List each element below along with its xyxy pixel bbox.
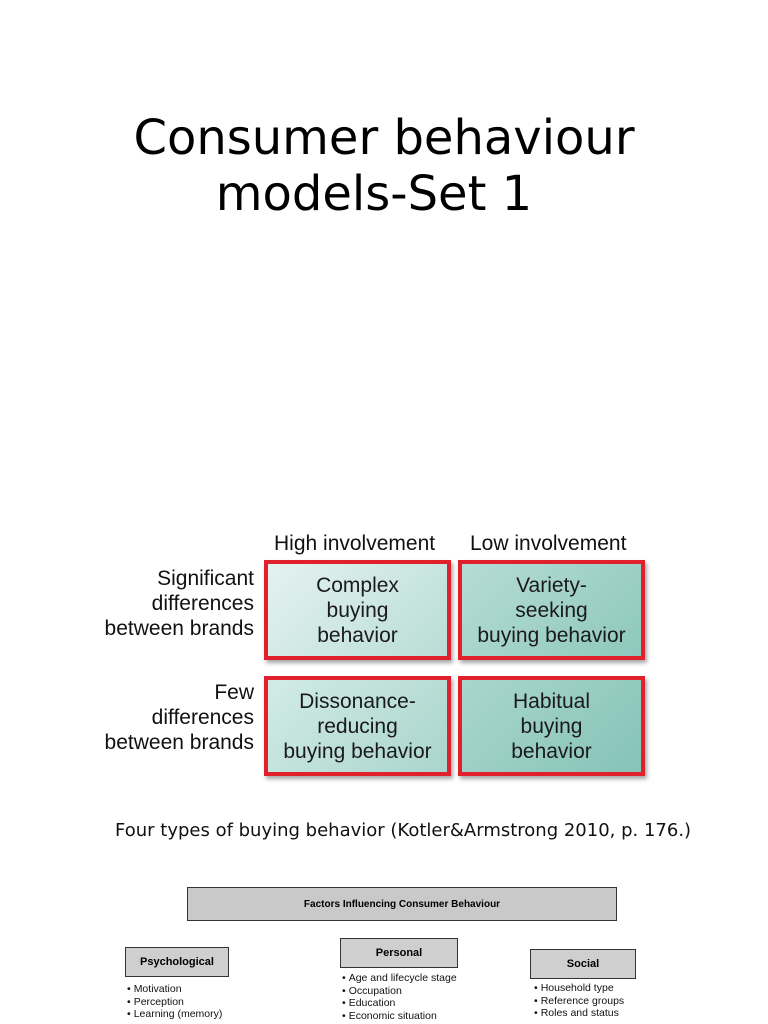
cell-text-line: buying behavior (477, 623, 626, 647)
cell-text-line: buying (520, 714, 583, 738)
row-label-line: Significant (157, 567, 254, 590)
group-social: Social (530, 949, 636, 979)
list-item: • Age and lifecycle stage (342, 972, 457, 985)
column-header-low-involvement: Low involvement (470, 532, 627, 555)
row-label-line: differences (151, 592, 254, 615)
cell-dissonance-reducing-buying-behavior (264, 676, 451, 776)
row-header-few-differences (105, 680, 254, 755)
cell-variety-seeking-buying-behavior (458, 560, 645, 660)
group-personal: Personal (340, 938, 458, 968)
cell-text-line: Complex (316, 573, 399, 597)
list-item: • Reference groups (534, 995, 624, 1008)
row-label-line: Few (214, 681, 254, 704)
title-line-2: models-Set 1 (215, 166, 533, 222)
row-header-significant-differences (105, 566, 254, 641)
cell-text-line: buying behavior (283, 739, 432, 763)
list-item: • Education (342, 997, 457, 1010)
slide-title (0, 110, 768, 222)
row-label-line: differences (151, 706, 254, 729)
row-label-line: between brands (104, 617, 254, 640)
list-item: • Household type (534, 982, 624, 995)
column-header-high-involvement: High involvement (274, 532, 436, 555)
title-line-1: Consumer behaviour (133, 110, 635, 166)
cell-habitual-buying-behavior (458, 676, 645, 776)
cell-complex-buying-behavior (264, 560, 451, 660)
cell-text-line: seeking (515, 598, 588, 622)
cell-text-line: behavior (317, 623, 398, 647)
cell-text-line: reducing (317, 714, 398, 738)
personal-list (342, 972, 457, 1022)
cell-text-line: Variety- (516, 573, 587, 597)
list-item: • Economic situation (342, 1010, 457, 1023)
psychological-list (127, 983, 222, 1021)
cell-text-line: Habitual (512, 689, 591, 713)
list-item: • Roles and status (534, 1007, 624, 1020)
social-list (534, 982, 624, 1020)
cell-text-line: behavior (511, 739, 592, 763)
list-item: • Perception (127, 996, 222, 1009)
list-item: • Occupation (342, 985, 457, 998)
cell-text-line: Dissonance- (299, 689, 416, 713)
list-item: • Motivation (127, 983, 222, 996)
factors-title-box: Factors Influencing Consumer Behaviour (187, 887, 617, 921)
cell-text-line: buying (326, 598, 389, 622)
list-item: • Learning (memory) (127, 1008, 222, 1021)
matrix-caption: Four types of buying behavior (Kotler&Armstrong 2010, p. 176.) (115, 820, 692, 841)
row-label-line: between brands (104, 731, 254, 754)
group-psychological: Psychological (125, 947, 229, 977)
